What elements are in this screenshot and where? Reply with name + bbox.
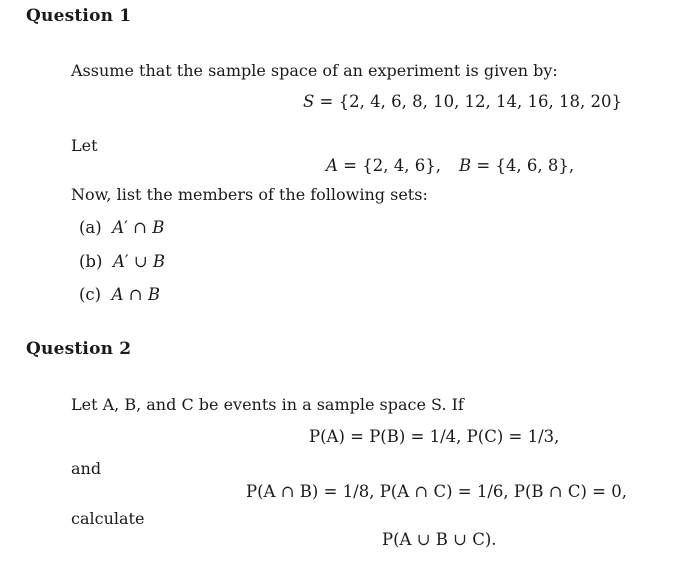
question-1-intro: Assume that the sample space of an experiment is given by: (71, 61, 558, 80)
question-2-intro: Let A, B, and C be events in a sample space S. If (71, 395, 464, 414)
sample-space-formula (303, 92, 622, 111)
let-label: Let (71, 136, 98, 155)
question-1-heading: Question 1 (26, 6, 132, 26)
item-expr-b: B (147, 285, 161, 304)
sets-definition (326, 156, 574, 175)
probability-target-formula: P(A ∪ B ∪ C). (382, 530, 497, 549)
item-label: (b) (79, 252, 103, 271)
item-expr-b: B (152, 252, 166, 271)
and-label: and (71, 459, 102, 478)
set-a-symbol: A (326, 156, 338, 175)
sample-space-symbol: S (303, 92, 315, 111)
item-expr-a: A (111, 285, 124, 304)
question-1-instruction: Now, list the members of the following sets: (71, 185, 428, 204)
set-a-values: = {2, 4, 6}, (337, 156, 441, 175)
sample-space-values: = {2, 4, 6, 8, 10, 12, 14, 16, 18, 20} (314, 92, 622, 111)
set-b-values: = {4, 6, 8}, (471, 156, 575, 175)
calculate-label: calculate (71, 509, 145, 528)
probability-formula-1: P(A) = P(B) = 1/4, P(C) = 1/3, (309, 427, 560, 446)
question-2-heading: Question 2 (26, 339, 132, 359)
item-label: (a) (79, 218, 102, 237)
list-item (79, 285, 160, 304)
list-item (79, 252, 165, 271)
set-b-symbol: B (458, 156, 472, 175)
item-expr-op: ∩ (123, 285, 148, 304)
probability-formula-2: P(A ∩ B) = 1/8, P(A ∩ C) = 1/6, P(B ∩ C) = 0, (246, 482, 627, 501)
list-item (79, 218, 164, 237)
item-expr-op: ′ ∪ (124, 252, 153, 271)
item-expr-a: A (112, 252, 125, 271)
item-label: (c) (79, 285, 102, 304)
item-expr-b: B (152, 218, 165, 237)
item-expr-op: ′ ∩ (124, 218, 153, 237)
item-expr-a: A (112, 218, 125, 237)
